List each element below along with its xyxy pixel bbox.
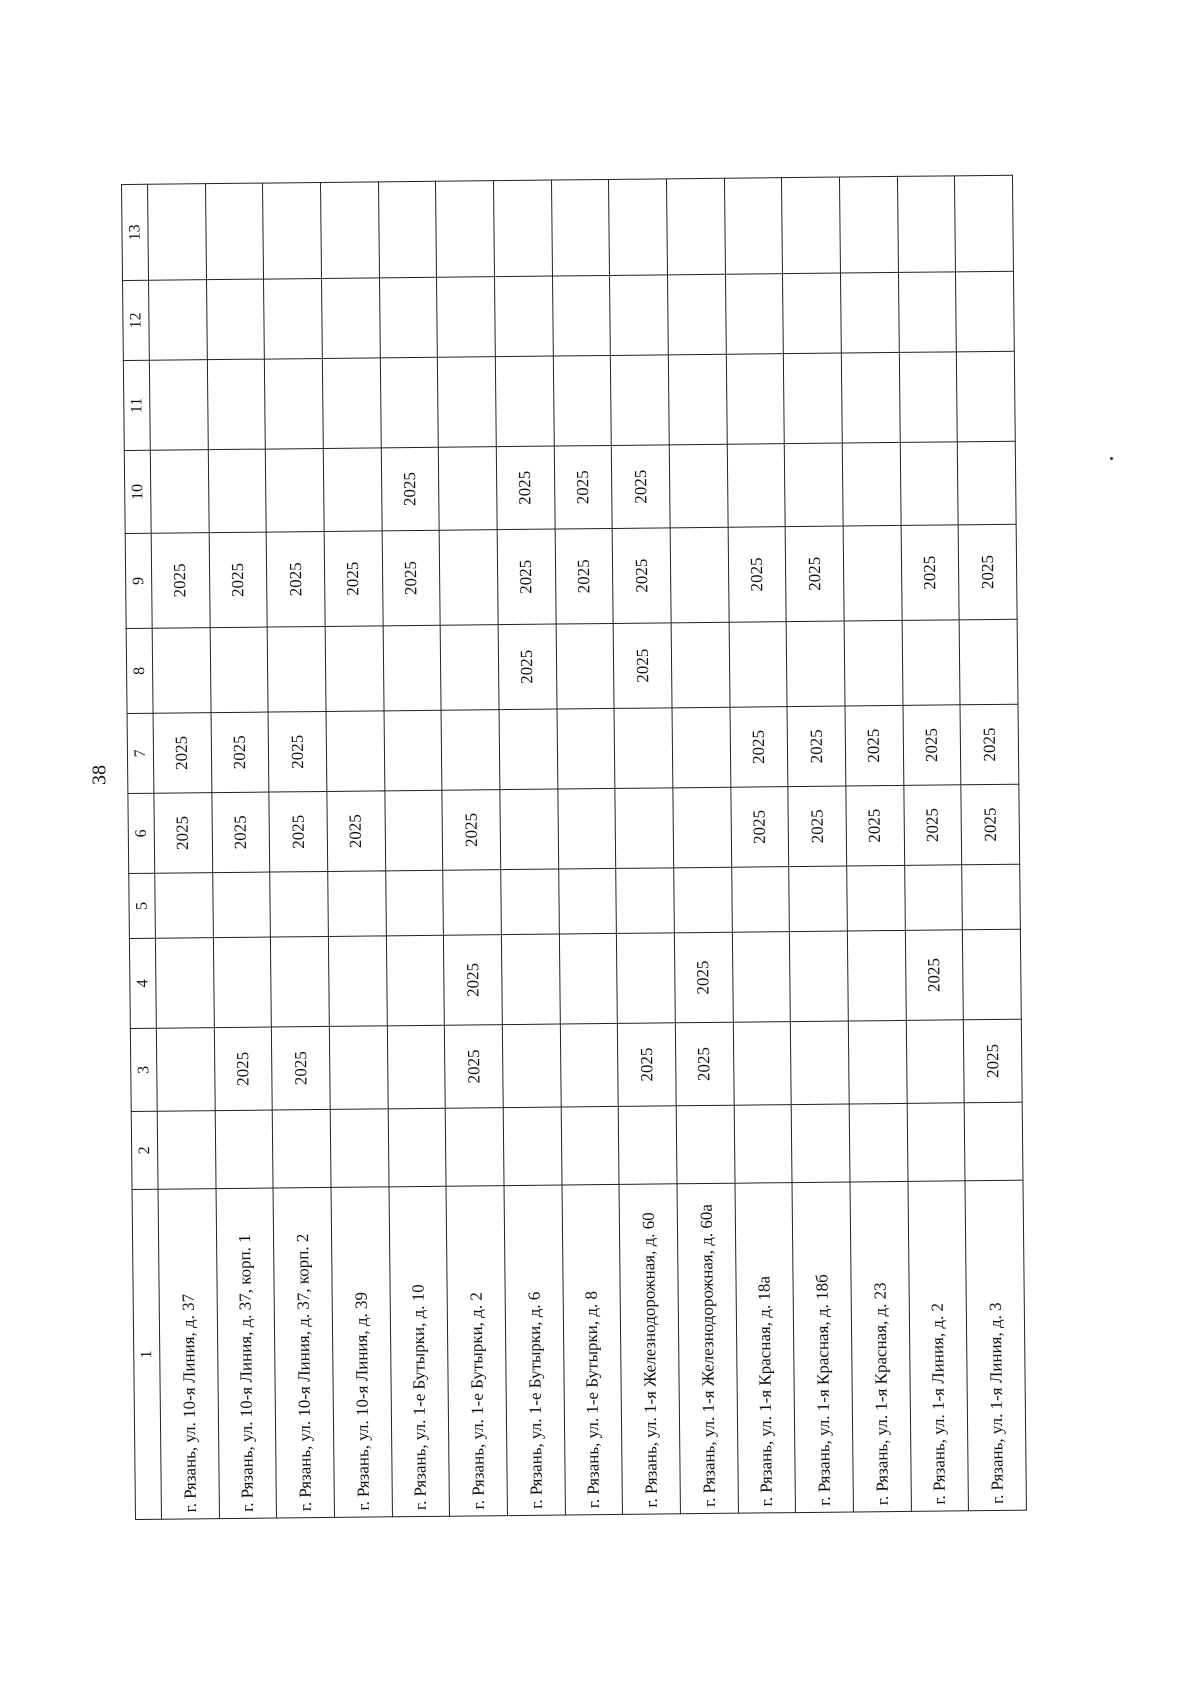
year-cell-col-2 <box>791 1104 849 1183</box>
year-cell-col-7 <box>441 710 499 791</box>
year-cell-col-4 <box>617 933 676 1024</box>
year-cell-col-7: 2025 <box>730 707 788 788</box>
year-cell-col-11 <box>553 355 612 446</box>
scan-speck <box>1110 457 1113 460</box>
year-cell-col-13 <box>839 176 898 273</box>
year-cell-col-11 <box>611 355 670 446</box>
year-cell-col-3 <box>502 1024 561 1108</box>
year-cell-col-3 <box>733 1022 792 1106</box>
year-cell-col-5 <box>155 873 213 939</box>
year-cell-col-13 <box>782 177 841 274</box>
year-cell-col-5 <box>847 865 905 931</box>
year-cell-col-3 <box>848 1020 907 1104</box>
year-cell-col-9: 2025 <box>209 532 268 628</box>
year-cell-col-11 <box>380 357 439 448</box>
year-cell-col-12 <box>149 280 207 361</box>
year-cell-col-13 <box>724 178 783 275</box>
year-cell-col-13 <box>955 175 1014 272</box>
year-cell-col-5 <box>501 869 559 935</box>
address-cell: г. Рязань, ул. 1-е Бутырки, д. 2 <box>446 1186 507 1517</box>
address-cell: г. Рязань, ул. 1-я Красная, д. 18а <box>735 1183 796 1514</box>
schedule-table <box>121 175 1027 1520</box>
year-cell-col-2 <box>330 1109 388 1188</box>
year-cell-col-11 <box>322 358 381 449</box>
year-cell-col-5 <box>270 871 328 937</box>
year-cell-col-2 <box>273 1109 331 1188</box>
year-cell-col-6: 2025 <box>212 792 270 873</box>
year-cell-col-11 <box>899 352 958 443</box>
year-cell-col-2 <box>388 1108 446 1187</box>
year-cell-col-10: 2025 <box>612 445 671 529</box>
year-cell-col-8 <box>729 622 788 708</box>
year-cell-col-8 <box>959 619 1018 705</box>
year-cell-col-12 <box>667 274 725 355</box>
year-cell-col-5 <box>731 867 789 933</box>
page-number: 38 <box>88 765 111 785</box>
year-cell-col-5 <box>789 866 847 932</box>
year-cell-col-13 <box>205 183 264 280</box>
year-cell-col-3 <box>791 1021 850 1105</box>
year-cell-col-13 <box>666 178 725 275</box>
year-cell-col-9: 2025 <box>901 525 960 621</box>
year-cell-col-3: 2025 <box>214 1027 273 1111</box>
year-cell-col-9: 2025 <box>497 529 556 625</box>
year-cell-col-6 <box>557 788 615 869</box>
year-cell-col-8 <box>210 627 269 713</box>
address-cell: г. Рязань, ул. 1-я Красная, д. 18б <box>792 1182 853 1513</box>
year-cell-col-11 <box>265 358 324 449</box>
address-cell: г. Рязань, ул. 10-я Линия, д. 37 <box>158 1189 219 1520</box>
year-cell-col-12 <box>783 273 841 354</box>
year-cell-col-5 <box>443 870 501 936</box>
year-cell-col-2 <box>734 1105 792 1184</box>
year-cell-col-10 <box>784 443 843 527</box>
year-cell-col-12 <box>379 277 437 358</box>
year-cell-col-8 <box>902 620 961 706</box>
column-header-13: 13 <box>122 184 149 280</box>
year-cell-col-6: 2025 <box>961 784 1020 865</box>
year-cell-col-11 <box>495 356 554 447</box>
year-cell-col-4: 2025 <box>444 935 503 1026</box>
year-cell-col-10 <box>266 448 325 532</box>
year-cell-col-4: 2025 <box>905 930 964 1021</box>
year-cell-col-11 <box>207 359 266 450</box>
year-cell-col-9: 2025 <box>728 527 787 623</box>
year-cell-col-9: 2025 <box>324 531 383 627</box>
year-cell-col-9: 2025 <box>151 533 210 629</box>
year-cell-col-7 <box>557 708 615 789</box>
year-cell-col-8 <box>844 620 903 706</box>
year-cell-col-13 <box>378 181 437 278</box>
year-cell-col-5 <box>616 868 674 934</box>
year-cell-col-10: 2025 <box>496 446 555 530</box>
address-cell: г. Рязань, ул. 1-я Линия, д. 3 <box>965 1180 1026 1511</box>
year-cell-col-2 <box>907 1103 965 1182</box>
year-cell-col-6: 2025 <box>788 786 846 867</box>
year-cell-col-4 <box>328 936 387 1027</box>
year-cell-col-6 <box>673 787 731 868</box>
year-cell-col-12 <box>206 279 264 360</box>
year-cell-col-3: 2025 <box>618 1023 677 1107</box>
year-cell-col-10: 2025 <box>554 445 613 529</box>
year-cell-col-3 <box>156 1028 215 1112</box>
address-cell: г. Рязань, ул. 1-я Красная, д. 23 <box>850 1181 911 1512</box>
year-cell-col-6: 2025 <box>154 793 212 874</box>
year-cell-col-6 <box>500 789 558 870</box>
schedule-table-container <box>121 176 1027 1520</box>
year-cell-col-13 <box>493 180 552 277</box>
year-cell-col-5 <box>328 871 386 937</box>
year-cell-col-8: 2025 <box>613 623 672 709</box>
year-cell-col-7: 2025 <box>211 712 269 793</box>
year-cell-col-9 <box>439 530 498 626</box>
column-header-5: 5 <box>129 873 156 938</box>
year-cell-col-8 <box>556 623 615 709</box>
year-cell-col-8 <box>325 626 384 712</box>
table-body <box>148 175 1027 1519</box>
year-cell-col-8 <box>440 625 499 711</box>
year-cell-col-7 <box>614 708 672 789</box>
year-cell-col-12 <box>321 278 379 359</box>
year-cell-col-7: 2025 <box>787 706 845 787</box>
year-cell-col-13 <box>320 182 379 279</box>
year-cell-col-10: 2025 <box>381 447 440 531</box>
year-cell-col-13 <box>436 181 495 278</box>
year-cell-col-9: 2025 <box>612 528 671 624</box>
year-cell-col-12 <box>898 272 956 353</box>
year-cell-col-2 <box>503 1107 561 1186</box>
column-header-11: 11 <box>123 360 150 450</box>
year-cell-col-5 <box>962 864 1020 930</box>
address-cell: г. Рязань, ул. 1-е Бутырки, д. 6 <box>504 1185 565 1516</box>
year-cell-col-11 <box>149 360 208 451</box>
year-cell-col-7: 2025 <box>153 713 211 794</box>
year-cell-col-6 <box>385 790 443 871</box>
year-cell-col-10 <box>150 450 209 534</box>
year-cell-col-5 <box>904 865 962 931</box>
year-cell-col-13 <box>897 176 956 273</box>
year-cell-col-9 <box>670 527 729 623</box>
year-cell-col-8 <box>152 628 211 714</box>
year-cell-col-10 <box>727 444 786 528</box>
year-cell-col-2 <box>964 1102 1023 1181</box>
address-cell: г. Рязань, ул. 10-я Линия, д. 37, корп. 2 <box>273 1187 334 1518</box>
year-cell-col-8 <box>267 626 326 712</box>
year-cell-col-10 <box>323 448 382 532</box>
column-header-3: 3 <box>130 1028 157 1111</box>
year-cell-col-5 <box>385 870 443 936</box>
year-cell-col-12 <box>840 272 898 353</box>
year-cell-col-7 <box>326 711 384 792</box>
year-cell-col-8 <box>786 621 845 707</box>
year-cell-col-7: 2025 <box>960 704 1019 785</box>
year-cell-col-5 <box>558 868 616 934</box>
column-header-9: 9 <box>125 533 152 628</box>
year-cell-col-6: 2025 <box>269 791 327 872</box>
column-header-8: 8 <box>126 628 153 713</box>
year-cell-col-6: 2025 <box>442 790 500 871</box>
year-cell-col-3 <box>906 1020 965 1104</box>
column-header-7: 7 <box>127 713 154 793</box>
year-cell-col-7: 2025 <box>903 705 961 786</box>
year-cell-col-5 <box>674 867 732 933</box>
year-cell-col-9 <box>843 525 902 621</box>
year-cell-col-4 <box>559 933 618 1024</box>
year-cell-col-7: 2025 <box>845 705 903 786</box>
year-cell-col-4: 2025 <box>674 932 733 1023</box>
year-cell-col-7: 2025 <box>268 711 326 792</box>
year-cell-col-12 <box>610 275 668 356</box>
year-cell-col-13 <box>148 184 207 281</box>
year-cell-col-4 <box>155 938 214 1029</box>
year-cell-col-9: 2025 <box>382 530 441 626</box>
year-cell-col-4 <box>963 929 1022 1020</box>
year-cell-col-3: 2025 <box>675 1022 734 1106</box>
year-cell-col-6: 2025 <box>730 787 788 868</box>
column-header-10: 10 <box>124 450 151 533</box>
year-cell-col-2 <box>215 1110 273 1189</box>
year-cell-col-10 <box>957 441 1016 525</box>
year-cell-col-2 <box>676 1105 734 1184</box>
address-cell: г. Рязань, ул. 1-я Железнодорожная, д. 60а <box>677 1183 738 1514</box>
year-cell-col-11 <box>668 354 727 445</box>
address-cell: г. Рязань, ул. 10-я Линия, д. 37, корп. 1 <box>216 1188 277 1519</box>
year-cell-col-10 <box>842 442 901 526</box>
year-cell-col-2 <box>157 1111 215 1190</box>
year-cell-col-11 <box>841 352 900 443</box>
year-cell-col-10 <box>439 447 498 531</box>
year-cell-col-4 <box>386 935 445 1026</box>
year-cell-col-7 <box>384 710 442 791</box>
year-cell-col-10 <box>900 442 959 526</box>
year-cell-col-11 <box>956 351 1015 442</box>
year-cell-col-8 <box>671 622 730 708</box>
address-cell: г. Рязань, ул. 1-е Бутырки, д. 8 <box>562 1184 623 1515</box>
year-cell-col-13 <box>609 179 668 276</box>
year-cell-col-7 <box>672 707 730 788</box>
year-cell-col-2 <box>445 1108 503 1187</box>
year-cell-col-3 <box>387 1025 446 1109</box>
year-cell-col-9: 2025 <box>785 526 844 622</box>
year-cell-col-3: 2025 <box>445 1025 504 1109</box>
year-cell-col-13 <box>551 179 610 276</box>
year-cell-col-9: 2025 <box>266 531 325 627</box>
year-cell-col-11 <box>726 354 785 445</box>
year-cell-col-12 <box>437 277 495 358</box>
year-cell-col-12 <box>725 274 783 355</box>
column-header-1: 1 <box>132 1189 161 1519</box>
year-cell-col-6: 2025 <box>327 791 385 872</box>
column-header-12: 12 <box>123 280 150 360</box>
year-cell-col-12 <box>956 271 1015 352</box>
year-cell-col-10 <box>208 449 267 533</box>
address-cell: г. Рязань, ул. 1-е Бутырки, д. 10 <box>389 1186 450 1517</box>
year-cell-col-4 <box>501 934 560 1025</box>
year-cell-col-3: 2025 <box>272 1026 331 1110</box>
year-cell-col-4 <box>847 930 906 1021</box>
year-cell-col-6 <box>615 788 673 869</box>
year-cell-col-8: 2025 <box>498 624 557 710</box>
year-cell-col-4 <box>213 937 272 1028</box>
year-cell-col-4 <box>271 936 330 1027</box>
year-cell-col-6: 2025 <box>846 785 904 866</box>
year-cell-col-12 <box>264 278 322 359</box>
year-cell-col-4 <box>732 932 791 1023</box>
year-cell-col-12 <box>494 276 552 357</box>
year-cell-col-7 <box>499 709 557 790</box>
year-cell-col-2 <box>618 1106 676 1185</box>
year-cell-col-12 <box>552 275 610 356</box>
year-cell-col-2 <box>849 1103 907 1182</box>
year-cell-col-4 <box>790 931 849 1022</box>
year-cell-col-6: 2025 <box>903 785 961 866</box>
year-cell-col-3: 2025 <box>963 1019 1022 1103</box>
year-cell-col-13 <box>263 182 322 279</box>
address-cell: г. Рязань, ул. 1-я Линия, д. 2 <box>908 1181 969 1512</box>
year-cell-col-5 <box>212 872 270 938</box>
year-cell-col-3 <box>560 1023 619 1107</box>
year-cell-col-3 <box>329 1026 388 1110</box>
column-header-2: 2 <box>131 1111 158 1189</box>
address-cell: г. Рязань, ул. 10-я Линия, д. 39 <box>331 1187 392 1518</box>
column-header-4: 4 <box>129 938 156 1028</box>
year-cell-col-2 <box>561 1106 619 1185</box>
year-cell-col-9: 2025 <box>555 528 614 624</box>
year-cell-col-11 <box>438 357 497 448</box>
year-cell-col-8 <box>383 625 442 711</box>
column-header-6: 6 <box>128 793 155 873</box>
year-cell-col-9: 2025 <box>958 524 1017 620</box>
year-cell-col-10 <box>669 444 728 528</box>
year-cell-col-11 <box>784 353 843 444</box>
address-cell: г. Рязань, ул. 1-я Железнодорожная, д. 60 <box>619 1184 680 1515</box>
